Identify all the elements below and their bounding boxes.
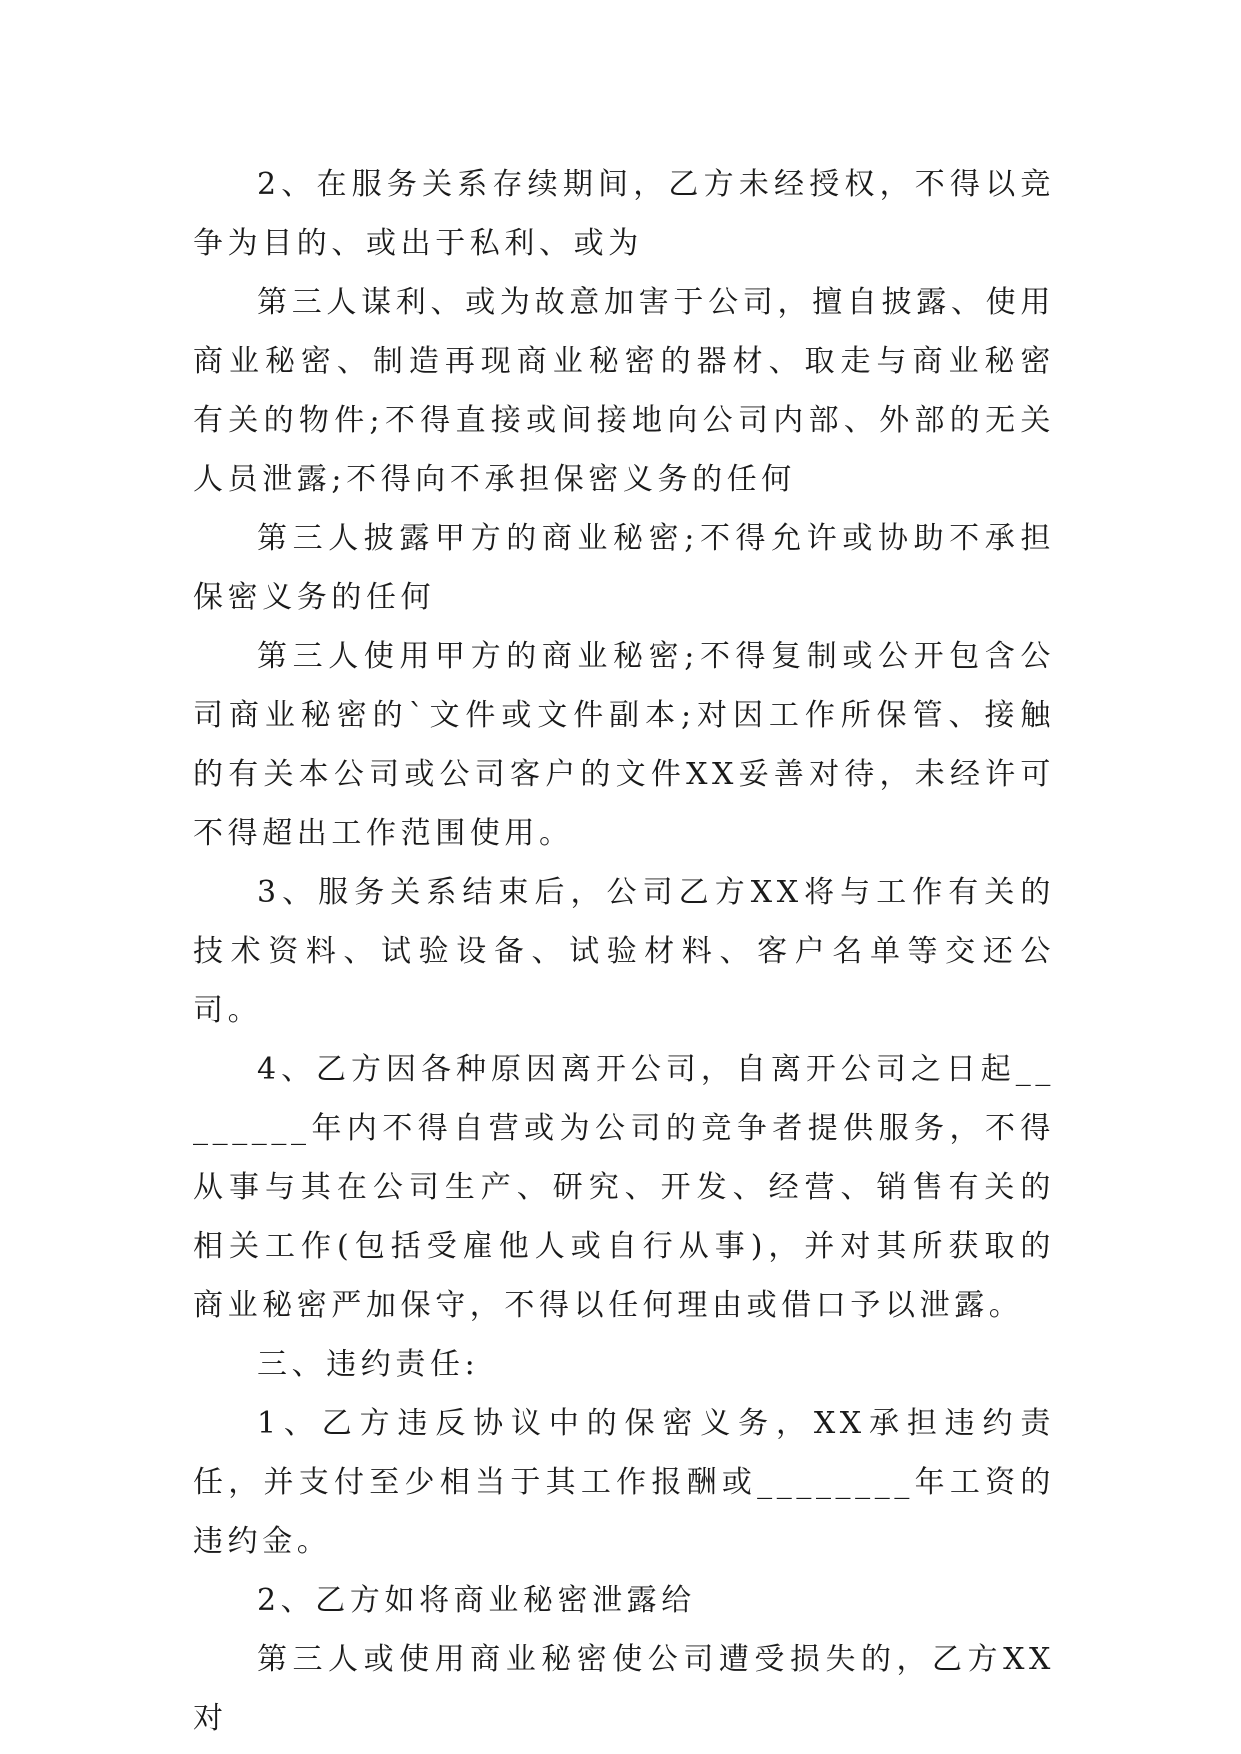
paragraph: 2、在服务关系存续期间，乙方未经授权，不得以竞争为目的、或出于私利、或为 xyxy=(193,167,1055,261)
document-body xyxy=(193,155,1055,1748)
paragraph: 第三人使用甲方的商业秘密;不得复制或公开包含公司商业秘密的`文件或文件副本;对因工作所保管、接触的有关本公司或公司客户的文件XX妥善对待，未经许可不得超出工作范围使用。 xyxy=(193,639,1055,851)
paragraph: 1、乙方违反协议中的保密义务，XX承担违约责任，并支付至少相当于其工作报酬或________年工资的违约金。 xyxy=(193,1406,1055,1559)
paragraph: 2、乙方如将商业秘密泄露给 xyxy=(257,1583,696,1618)
paragraph: 第三人披露甲方的商业秘密;不得允许或协助不承担保密义务的任何 xyxy=(193,521,1055,615)
section-heading: 三、违约责任: xyxy=(257,1347,480,1382)
paragraph: 第三人谋利、或为故意加害于公司，擅自披露、使用商业秘密、制造再现商业秘密的器材、取走与商业秘密有关的物件;不得直接或间接地向公司内部、外部的无关人员泄露;不得向不承担保密义务的任何 xyxy=(193,285,1055,497)
paragraph: 第三人或使用商业秘密使公司遭受损失的，乙方XX对 xyxy=(193,1642,1055,1736)
paragraph: 4、乙方因各种原因离开公司，自离开公司之日起________年内不得自营或为公司的竞争者提供服务，不得从事与其在公司生产、研究、开发、经营、销售有关的相关工作(包括受雇他人或自行从事)，并对其所获取的商业秘密严加保守，不得以任何理由或借口予以泄露。 xyxy=(193,1052,1055,1323)
paragraph: 3、服务关系结束后，公司乙方XX将与工作有关的技术资料、试验设备、试验材料、客户名单等交还公司。 xyxy=(193,875,1055,1028)
